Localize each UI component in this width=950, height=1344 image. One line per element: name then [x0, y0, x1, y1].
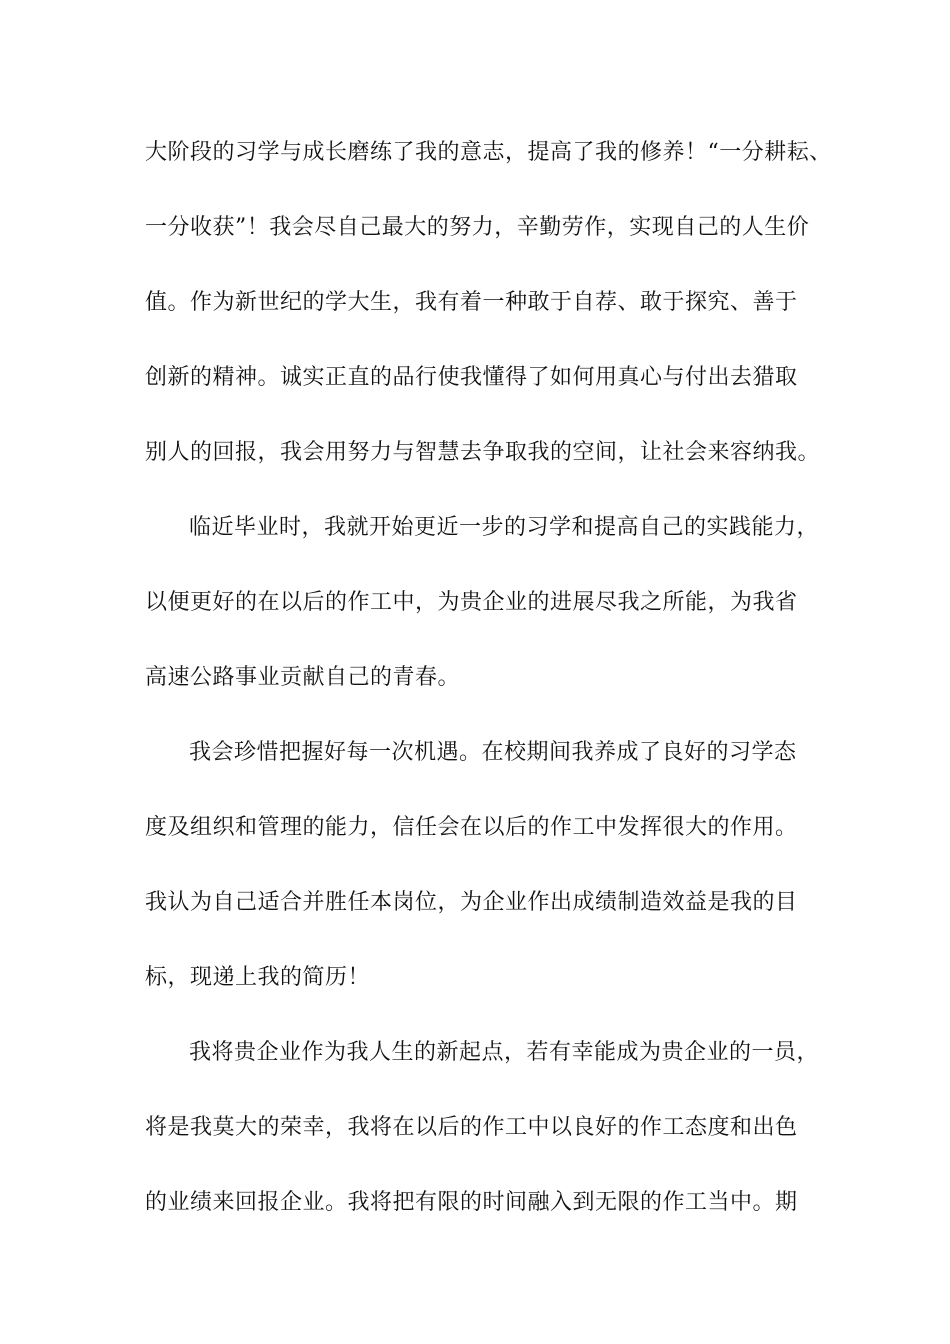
text-line: 别人的回报，我会用努力与智慧去争取我的空间，让社会来容纳我。: [145, 440, 821, 465]
text-line: 高速公路事业贡献自己的青春。: [145, 665, 461, 690]
paragraph-4: [145, 1034, 835, 1222]
paragraph-2: [145, 509, 835, 697]
text-line: 以便更好的在以后的作工中，为贵企业的进展尽我之所能，为我省: [145, 590, 798, 615]
paragraph-1: [145, 134, 835, 472]
text-line: 创新的精神。诚实正直的品行使我懂得了如何用真心与付出去猎取: [145, 365, 798, 390]
text-line-indented: 我将贵企业作为我人生的新起点，若有幸能成为贵企业的一员，: [189, 1040, 820, 1065]
text-line: 一分收获”！我会尽自己最大的努力，辛勤劳作，实现自己的人生价: [145, 215, 810, 240]
text-line: 的业绩来回报企业。我将把有限的时间融入到无限的作工当中。期: [145, 1190, 798, 1215]
document-body: [145, 134, 835, 1259]
text-line: 标，现递上我的简历！: [145, 965, 371, 990]
text-line: 将是我莫大的荣幸，我将在以后的作工中以良好的作工态度和出色: [145, 1115, 798, 1140]
text-line-indented: 我会珍惜把握好每一次机遇。在校期间我养成了良好的习学态: [189, 740, 797, 765]
text-line: 度及组织和管理的能力，信任会在以后的作工中发挥很大的作用。: [145, 815, 798, 840]
text-line: 值。作为新世纪的学大生，我有着一种敢于自荐、敢于探究、善于: [145, 290, 798, 315]
text-line-indented: 临近毕业时，我就开始更近一步的习学和提高自己的实践能力，: [189, 515, 820, 540]
paragraph-3: [145, 734, 835, 997]
text-line: 大阶段的习学与成长磨练了我的意志，提高了我的修养！“一分耕耘、: [145, 140, 832, 165]
text-line: 我认为自己适合并胜任本岗位，为企业作出成绩制造效益是我的目: [145, 890, 798, 915]
